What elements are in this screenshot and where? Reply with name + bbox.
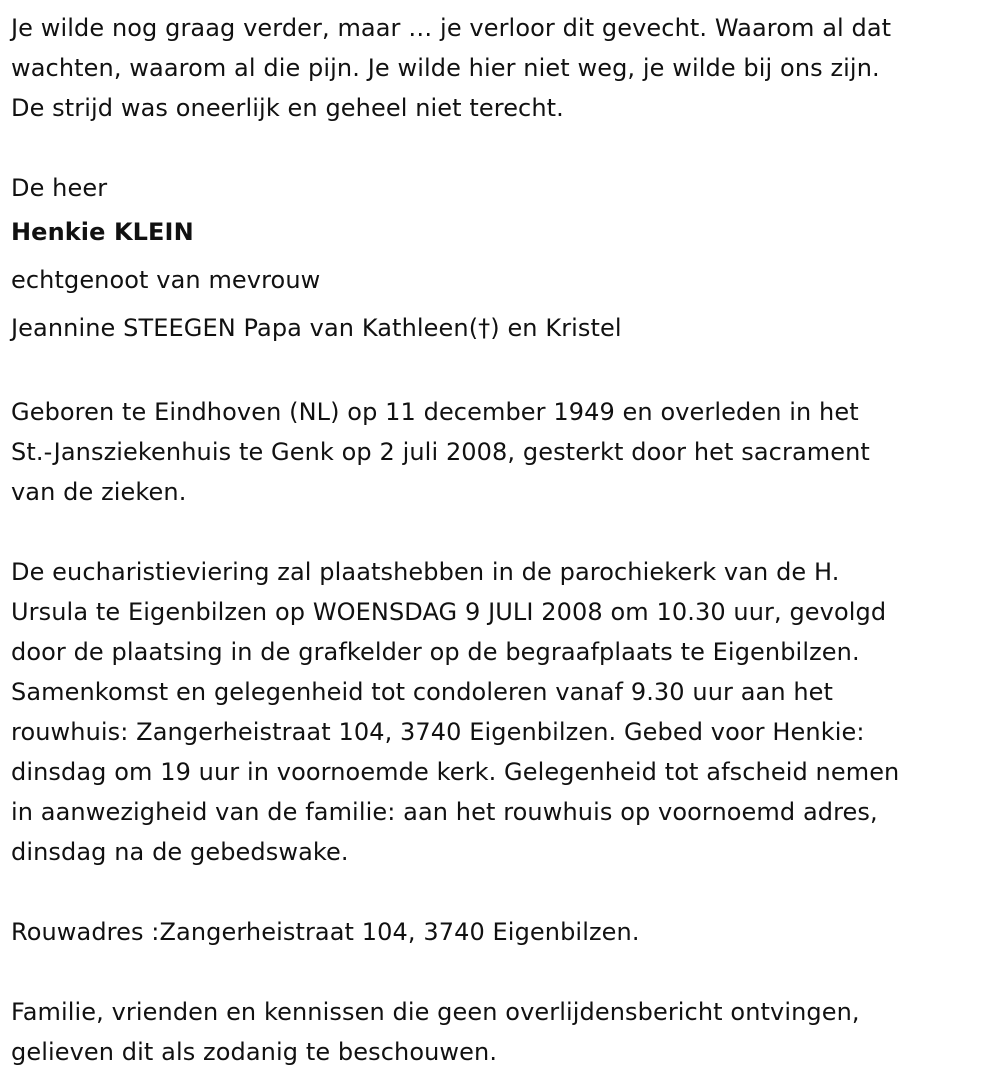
- ceremony-line: dinsdag na de gebedswake.: [11, 838, 349, 866]
- spacer: [11, 952, 990, 992]
- intro-line: Je wilde nog graag verder, maar … je verloor dit gevecht. Waarom al dat: [11, 14, 892, 42]
- person-block: [11, 168, 990, 352]
- intro-line: wachten, waarom al die pijn. Je wilde hier niet weg, je wilde bij ons zijn.: [11, 54, 880, 82]
- spacer: [11, 128, 990, 168]
- ceremony-line: door de plaatsing in de grafkelder op de begraafplaats te Eigenbilzen.: [11, 638, 860, 666]
- ceremony-line: in aanwezigheid van de familie: aan het rouwhuis op voornoemd adres,: [11, 798, 878, 826]
- ceremony-line: dinsdag om 19 uur in voornoemde kerk. Gelegenheid tot afscheid nemen: [11, 758, 900, 786]
- person-relation: echtgenoot van mevrouw: [11, 266, 321, 294]
- ceremony-line: Ursula te Eigenbilzen op WOENSDAG 9 JULI 2008 om 10.30 uur, gevolgd: [11, 598, 887, 626]
- spacer: [11, 352, 990, 392]
- closing-line: gelieven dit als zodanig te beschouwen.: [11, 1038, 498, 1066]
- ceremony-paragraph: [11, 552, 990, 872]
- spacer: [11, 512, 990, 552]
- person-family: Jeannine STEEGEN Papa van Kathleen(†) en Kristel: [11, 314, 622, 342]
- birth-death-line: St.-Jansziekenhuis te Genk op 2 juli 2008, gesterkt door het sacrament: [11, 438, 870, 466]
- intro-paragraph: [11, 8, 990, 128]
- ceremony-line: De eucharistieviering zal plaatshebben in de parochiekerk van de H.: [11, 558, 840, 586]
- address-paragraph: [11, 912, 990, 952]
- ceremony-line: Samenkomst en gelegenheid tot condoleren vanaf 9.30 uur aan het: [11, 678, 834, 706]
- closing-line: Familie, vrienden en kennissen die geen overlijdensbericht ontvingen,: [11, 998, 860, 1026]
- spacer: [11, 872, 990, 912]
- birth-death-line: Geboren te Eindhoven (NL) op 11 december 1949 en overleden in het: [11, 398, 859, 426]
- birth-death-line: van de zieken.: [11, 478, 187, 506]
- intro-line: De strijd was oneerlijk en geheel niet terecht.: [11, 94, 564, 122]
- mourning-address: Rouwadres :Zangerheistraat 104, 3740 Eigenbilzen.: [11, 918, 640, 946]
- ceremony-line: rouwhuis: Zangerheistraat 104, 3740 Eigenbilzen. Gebed voor Henkie:: [11, 718, 865, 746]
- person-title: De heer: [11, 174, 108, 202]
- closing-paragraph: [11, 992, 990, 1072]
- birth-death-paragraph: [11, 392, 990, 512]
- person-name: Henkie KLEIN: [11, 218, 194, 246]
